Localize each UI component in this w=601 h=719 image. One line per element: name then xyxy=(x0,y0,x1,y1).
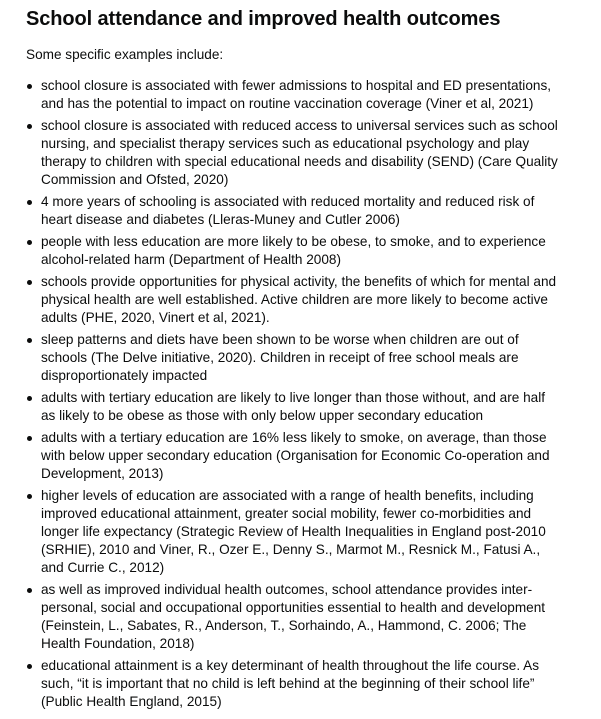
list-item: 4 more years of schooling is associated with reduced mortality and reduced risk of heart disease and diabetes (Lleras-Muney and Cutler 2006) xyxy=(26,193,575,229)
list-item: educational attainment is a key determinant of health throughout the life course. As such, “it is important that no child is left behind at the beginning of their school life” (Public Health England, 2015) xyxy=(26,657,575,711)
list-item: adults with tertiary education are likely to live longer than those without, and are half as likely to be obese as those with only below upper secondary education xyxy=(26,389,575,425)
list-item: school closure is associated with reduced access to universal services such as school nursing, and specialist therapy services such as educational psychology and play therapy to children with special educational needs and disability (SEND) (Care Quality Commission and Ofsted, 2020) xyxy=(26,117,575,189)
list-item: higher levels of education are associated with a range of health benefits, including improved educational attainment, greater social mobility, fewer co-morbidities and longer life expectancy (Strategic Review of Health Inequalities in England post-2010 (SRHIE), 2010 and Viner, R., Ozer E., Denny S., Marmot M., Resnick M., Fatusi A., and Currie C., 2012) xyxy=(26,487,575,577)
list-item: as well as improved individual health outcomes, school attendance provides inter-personal, social and occupational opportunities essential to health and development (Feinstein, L., Sabates, R., Anderson, T., Sorhaindo, A., Hammond, C. 2006; The Health Foundation, 2018) xyxy=(26,581,575,653)
list-item: sleep patterns and diets have been shown to be worse when children are out of schools (The Delve initiative, 2020). Children in receipt of free school meals are disproportionately impacted xyxy=(26,331,575,385)
list-item: school closure is associated with fewer admissions to hospital and ED presentations, and has the potential to impact on routine vaccination coverage (Viner et al, 2021) xyxy=(26,77,575,113)
list-item: adults with a tertiary education are 16% less likely to smoke, on average, than those with below upper secondary education (Organisation for Economic Co-operation and Development, 2013) xyxy=(26,429,575,483)
list-item: people with less education are more likely to be obese, to smoke, and to experience alcohol-related harm (Department of Health 2008) xyxy=(26,233,575,269)
list-item: schools provide opportunities for physical activity, the benefits of which for mental and physical health are well established. Active children are more likely to become active adults (PHE, 2020, Vinert et al, 2021). xyxy=(26,273,575,327)
section-heading: School attendance and improved health outcomes xyxy=(26,8,501,30)
intro-text: Some specific examples include: xyxy=(26,47,224,62)
examples-list xyxy=(26,77,575,711)
